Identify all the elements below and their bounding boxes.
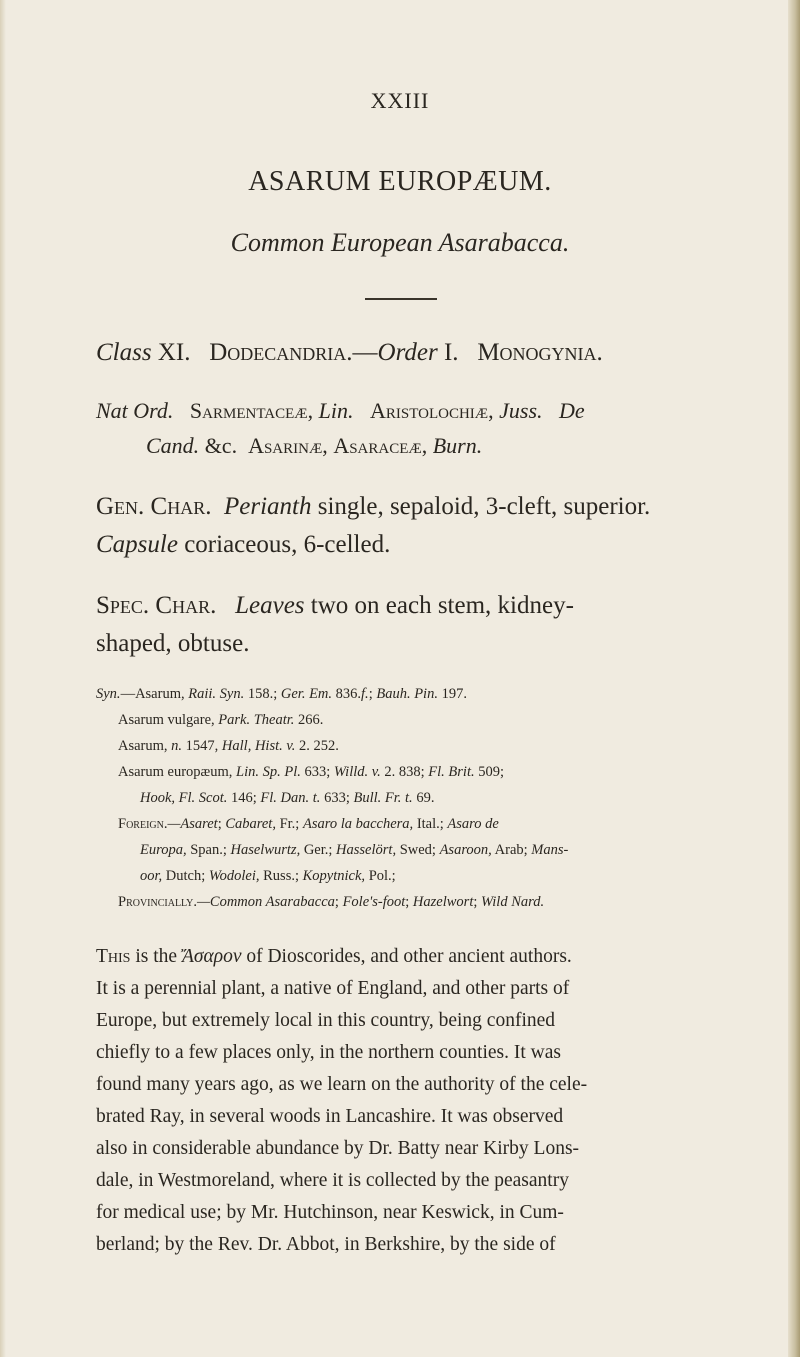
spec-char-line-1	[96, 592, 574, 620]
nat-ord-author: Cand.	[146, 433, 200, 458]
nat-ord-author: Juss.	[499, 398, 543, 423]
syn-text: 197.	[441, 686, 467, 702]
syn-text: 509;	[478, 764, 505, 780]
order-name: Monogynia.	[477, 339, 603, 366]
nat-ord-label: Nat Ord.	[96, 398, 174, 423]
foreign-name: —Asaret	[167, 816, 218, 832]
page-left-edge	[0, 0, 6, 1357]
syn-text: ;	[473, 894, 481, 910]
body-text: of Dioscorides, and other ancient authors.	[246, 946, 572, 967]
syn-text: Asarum europæum,	[118, 764, 233, 780]
synonym-line	[118, 764, 504, 781]
spec-char-line-2	[96, 630, 249, 658]
syn-text: Ital.;	[413, 816, 448, 832]
gen-char-term: Perianth	[223, 493, 312, 520]
book-spine-edge	[788, 0, 800, 1357]
syn-text: 158.;	[247, 686, 278, 702]
class-value: XI.	[157, 339, 191, 366]
class-name: Dodecandria.	[209, 339, 353, 366]
syn-text: —Asarum,	[120, 686, 185, 702]
nat-ord-author: Lin.	[318, 398, 354, 423]
synonym-line	[118, 738, 339, 755]
syn-text: Russ.;	[259, 868, 303, 884]
body-text: is the	[135, 946, 178, 967]
class-line: Class XI. Dodecandria.—Order I. Monogynia.	[96, 339, 603, 366]
syn-text: Dutch;	[162, 868, 209, 884]
body-line: berland; by the Rev. Dr. Abbot, in Berkshire, by the side of	[96, 1234, 556, 1255]
foreign-names-line	[118, 816, 499, 833]
syn-text: 266.	[298, 712, 324, 728]
provincial-names-line	[118, 894, 544, 911]
body-line: found many years ago, as we learn on the authority of the cele-	[96, 1074, 588, 1095]
syn-text: 146;	[231, 790, 257, 806]
syn-text: Asarum vulgare,	[118, 712, 215, 728]
body-lead-word: This	[96, 946, 131, 967]
synonym-line	[140, 790, 434, 807]
foreign-name: Cabaret,	[225, 816, 276, 832]
foreign-name: Wodolei,	[208, 868, 260, 884]
body-line: also in considerable abundance by Dr. Batty near Kirby Lons-	[96, 1138, 580, 1159]
syn-text: ;	[217, 816, 226, 832]
foreign-name: Asaro de	[447, 816, 499, 832]
foreign-name: Europa,	[140, 842, 187, 858]
syn-text: Asarum,	[118, 738, 168, 754]
syn-ref: n.	[171, 738, 183, 754]
gen-char-label: Gen. Char.	[96, 493, 212, 520]
greek-word: Ἄσαρον	[181, 946, 242, 967]
syn-text: Ger.;	[300, 842, 337, 858]
synonym-line	[118, 712, 323, 729]
body-line: chiefly to a few places only, in the northern counties. It was	[96, 1042, 561, 1063]
body-line: for medical use; by Mr. Hutchinson, near Keswick, in Cum-	[96, 1202, 564, 1223]
foreign-name: Haselwurtz,	[230, 842, 301, 858]
syn-text: 633;	[304, 764, 331, 780]
syn-text: 2. 252.	[298, 738, 339, 754]
provincial-name: Fole's-foot	[342, 894, 406, 910]
class-label: Class	[96, 339, 152, 366]
nat-ord-name: Asarinæ,	[248, 433, 328, 458]
nat-ord-name: Asaraceæ,	[333, 433, 428, 458]
foreign-name: Hasselört,	[336, 842, 397, 858]
syn-text: Swed;	[396, 842, 440, 858]
syn-ref: Fl. Dan. t.	[260, 790, 321, 806]
foreign-names-line	[140, 842, 568, 859]
provincial-label: Provincially.	[118, 894, 198, 910]
body-line	[96, 946, 572, 968]
foreign-name: Asaroon,	[439, 842, 492, 858]
provincial-name: Hazelwort	[412, 894, 474, 910]
syn-ref: Lin. Sp. Pl.	[236, 764, 301, 780]
syn-text: Pol.;	[365, 868, 396, 884]
syn-ref: Hook, Fl. Scot.	[140, 790, 228, 806]
syn-ref: Fl. Brit.	[428, 764, 475, 780]
syn-ref: Bull. Fr. t.	[353, 790, 413, 806]
foreign-name: oor,	[140, 868, 163, 884]
nat-ord-name: Sarmentaceæ,	[189, 398, 314, 423]
provincial-name: —Common Asarabacca	[197, 894, 335, 910]
syn-ref: Ger. Em.	[280, 686, 333, 702]
nat-ord-author: Burn.	[432, 433, 483, 458]
spec-char-text: two on each stem, kidney-	[310, 592, 574, 619]
body-line: Europe, but extremely local in this country, being confined	[96, 1010, 556, 1031]
foreign-label: Foreign.	[118, 816, 168, 832]
syn-text: 2. 838;	[384, 764, 425, 780]
page-number: XXIII	[370, 88, 430, 113]
syn-ref: Park. Theatr.	[218, 712, 295, 728]
provincial-name: Wild Nard.	[481, 894, 545, 910]
syn-text: 633;	[324, 790, 350, 806]
nat-ord-name: Aristolochiæ,	[370, 398, 494, 423]
foreign-names-line	[140, 868, 396, 885]
spec-char-text: shaped, obtuse.	[96, 630, 250, 657]
spec-char-term: Leaves	[235, 592, 305, 619]
page-subtitle: Common European Asarabacca.	[230, 228, 570, 257]
syn-text: 69.	[416, 790, 435, 806]
nat-ord-etc: &c.	[204, 433, 238, 458]
spec-char-label: Spec. Char.	[96, 592, 217, 619]
gen-char-line-2	[96, 531, 390, 559]
order-label: Order	[377, 339, 438, 366]
synonym-line	[96, 686, 467, 703]
syn-ref: Willd. v.	[333, 764, 381, 780]
syn-text: 1547,	[185, 738, 219, 754]
syn-text: Fr.;	[275, 816, 303, 832]
syn-ref: Hall, Hist. v.	[221, 738, 296, 754]
body-line: brated Ray, in several woods in Lancashire. It was observed	[96, 1106, 564, 1127]
gen-char-line-1	[96, 493, 650, 521]
order-value: I.	[443, 339, 459, 366]
syn-ref: f.	[361, 686, 369, 702]
syn-ref: Bauh. Pin.	[376, 686, 438, 702]
syn-text: Span.;	[186, 842, 231, 858]
syn-text: ;	[334, 894, 343, 910]
title-rule	[365, 298, 437, 300]
syn-text: 836.	[335, 686, 362, 702]
syn-label: Syn.	[96, 686, 121, 702]
gen-char-text: coriaceous, 6-celled.	[184, 531, 391, 558]
syn-text: Arab;	[491, 842, 532, 858]
nat-ord-line-1	[96, 398, 585, 424]
foreign-name: Asaro la bacchera,	[302, 816, 414, 832]
page-title: ASARUM EUROPÆUM.	[248, 166, 552, 197]
gen-char-term: Capsule	[96, 531, 178, 558]
gen-char-text: single, sepaloid, 3-cleft, superior.	[317, 493, 651, 520]
syn-ref: Raii. Syn.	[188, 686, 245, 702]
nat-ord-author: De	[559, 398, 585, 423]
foreign-name: Kopytnick,	[302, 868, 366, 884]
nat-ord-line-2	[146, 433, 482, 459]
body-line: dale, in Westmoreland, where it is collected by the peasantry	[96, 1170, 569, 1191]
syn-text: ;	[405, 894, 413, 910]
foreign-name: Mans-	[531, 842, 569, 858]
body-line: It is a perennial plant, a native of England, and other parts of	[96, 978, 570, 999]
syn-text: ;	[368, 686, 373, 702]
